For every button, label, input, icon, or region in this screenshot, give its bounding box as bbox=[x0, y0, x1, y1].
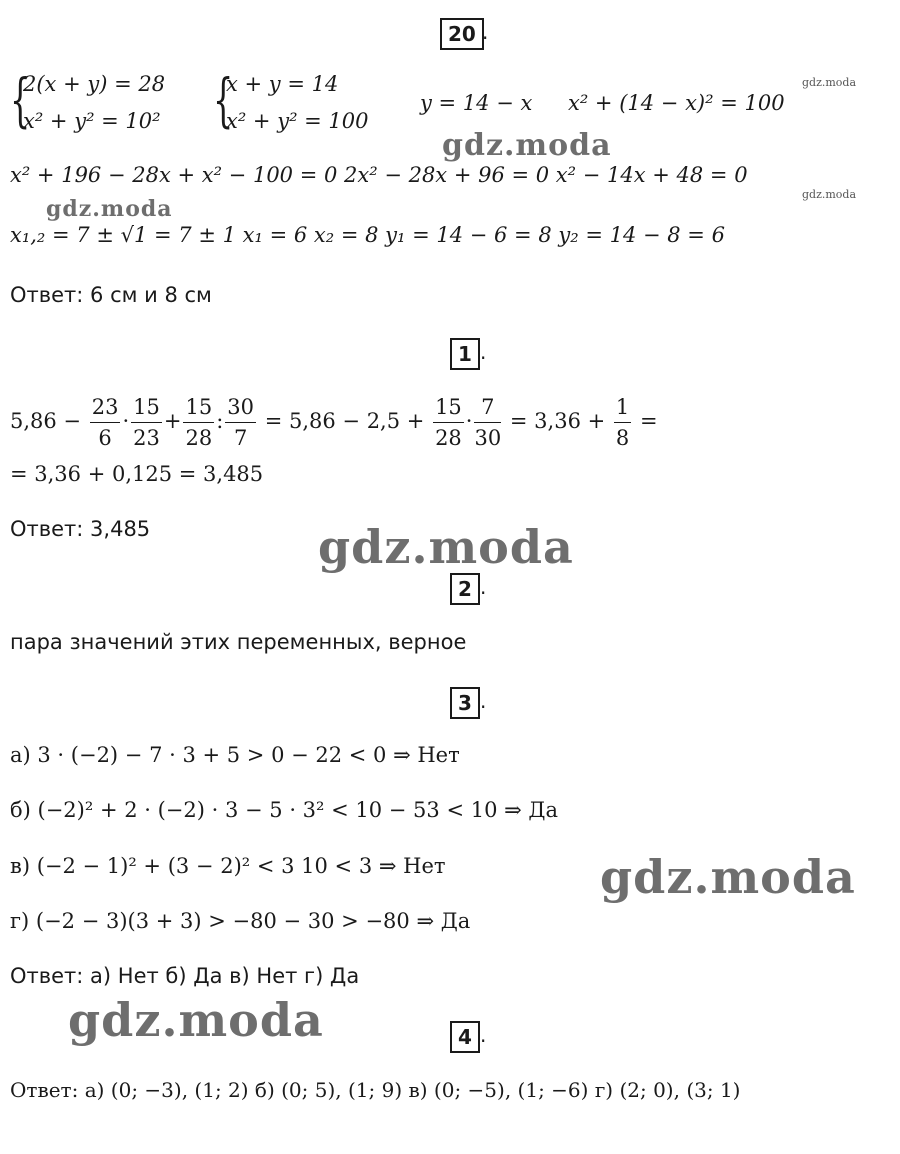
denominator: 8 bbox=[615, 426, 630, 450]
p20-line-3: x₁,₂ = 7 ± √1 = 7 ± 1 x₁ = 6 x₂ = 8 y₁ = 14 − 6 = 8 y₂ = 14 − 8 = 6 bbox=[10, 223, 725, 247]
watermark-large: gdz.moda bbox=[442, 128, 612, 163]
fraction bbox=[225, 392, 256, 453]
system-2 bbox=[213, 66, 413, 142]
denominator: 28 bbox=[185, 426, 213, 450]
problem-number-20 bbox=[440, 18, 484, 50]
period: . bbox=[480, 689, 487, 713]
period: . bbox=[480, 1023, 487, 1047]
fraction bbox=[90, 392, 121, 453]
p20-answer: Ответ: 6 см и 8 см bbox=[10, 283, 212, 307]
p20-line-2: x² + 196 − 28x + x² − 100 = 0 2x² − 28x + 96 = 0 x² − 14x + 48 = 0 bbox=[10, 163, 748, 187]
p3-item-b: б) (−2)² + 2 · (−2) · 3 − 5 · 3² < 10 − 53 < 10 ⇒ Да bbox=[10, 798, 558, 822]
equation-y: y = 14 − x bbox=[420, 91, 533, 115]
watermark-large: gdz.moda bbox=[600, 850, 856, 904]
system-2-line-1: x + y = 14 bbox=[226, 72, 339, 96]
fraction bbox=[131, 392, 162, 453]
problem-number-20-text: 20 bbox=[448, 22, 476, 46]
watermark-small: gdz.moda bbox=[802, 188, 857, 201]
numerator: 15 bbox=[433, 392, 464, 423]
system-1-line-2: x² + y² = 10² bbox=[23, 109, 161, 133]
p1-term-mid: = 5,86 − 2,5 + bbox=[264, 409, 425, 433]
p3-item-a: а) 3 · (−2) − 7 · 3 + 5 > 0 − 22 < 0 ⇒ Нет bbox=[10, 743, 460, 767]
problem-number-4-text: 4 bbox=[458, 1025, 472, 1049]
period: . bbox=[480, 575, 487, 599]
numerator: 30 bbox=[225, 392, 256, 423]
fraction bbox=[183, 392, 214, 453]
brace-icon: { bbox=[213, 66, 234, 134]
problem-number-1 bbox=[450, 338, 480, 370]
operator: · bbox=[465, 409, 473, 433]
system-2-line-2: x² + y² = 100 bbox=[226, 109, 369, 133]
brace-icon: { bbox=[10, 66, 31, 134]
denominator: 30 bbox=[474, 426, 502, 450]
p3-item-d: г) (−2 − 3)(3 + 3) > −80 − 30 > −80 ⇒ Да bbox=[10, 909, 471, 933]
p3-answer: Ответ: а) Нет б) Да в) Нет г) Да bbox=[10, 964, 360, 988]
equation-substitution: x² + (14 − x)² = 100 bbox=[568, 91, 785, 115]
numerator: 23 bbox=[90, 392, 121, 423]
system-1 bbox=[10, 66, 210, 142]
p1-term-a: 5,86 − bbox=[10, 409, 82, 433]
numerator: 15 bbox=[131, 392, 162, 423]
p2-text: пара значений этих переменных, верное bbox=[10, 630, 467, 654]
problem-number-1-text: 1 bbox=[458, 342, 472, 366]
watermark-small: gdz.moda bbox=[802, 76, 857, 89]
numerator: 15 bbox=[183, 392, 214, 423]
denominator: 6 bbox=[98, 426, 112, 450]
denominator: 23 bbox=[133, 426, 160, 450]
numerator: 1 bbox=[614, 392, 631, 423]
operator: · bbox=[122, 409, 130, 433]
denominator: 7 bbox=[233, 426, 248, 450]
problem-number-3 bbox=[450, 687, 480, 719]
problem-number-2 bbox=[450, 573, 480, 605]
p4-answer: Ответ: а) (0; −3), (1; 2) б) (0; 5), (1; 9) в) (0; −5), (1; −6) г) (2; 0), (3; 1) bbox=[10, 1078, 741, 1102]
p3-item-c: в) (−2 − 1)² + (3 − 2)² < 3 10 < 3 ⇒ Нет bbox=[10, 854, 446, 878]
watermark-large: gdz.moda bbox=[318, 520, 574, 574]
p1-line-2: = 3,36 + 0,125 = 3,485 bbox=[10, 462, 264, 486]
fraction bbox=[433, 392, 464, 453]
p1-term-mid2: = 3,36 + bbox=[509, 409, 606, 433]
numerator: 7 bbox=[474, 392, 501, 423]
problem-number-3-text: 3 bbox=[458, 691, 472, 715]
fraction bbox=[614, 392, 631, 453]
fraction bbox=[474, 392, 501, 453]
operator: = bbox=[639, 409, 658, 433]
watermark-large: gdz.moda bbox=[46, 196, 173, 222]
p1-line-1 bbox=[10, 392, 658, 453]
period: . bbox=[482, 20, 489, 44]
period: . bbox=[480, 340, 487, 364]
p1-answer: Ответ: 3,485 bbox=[10, 517, 151, 541]
operator: : bbox=[216, 409, 224, 433]
watermark-large: gdz.moda bbox=[68, 993, 324, 1047]
denominator: 28 bbox=[435, 426, 462, 450]
operator: + bbox=[163, 409, 182, 433]
problem-number-4 bbox=[450, 1021, 480, 1053]
system-1-line-1: 2(x + y) = 28 bbox=[23, 72, 166, 96]
problem-number-2-text: 2 bbox=[458, 577, 472, 601]
